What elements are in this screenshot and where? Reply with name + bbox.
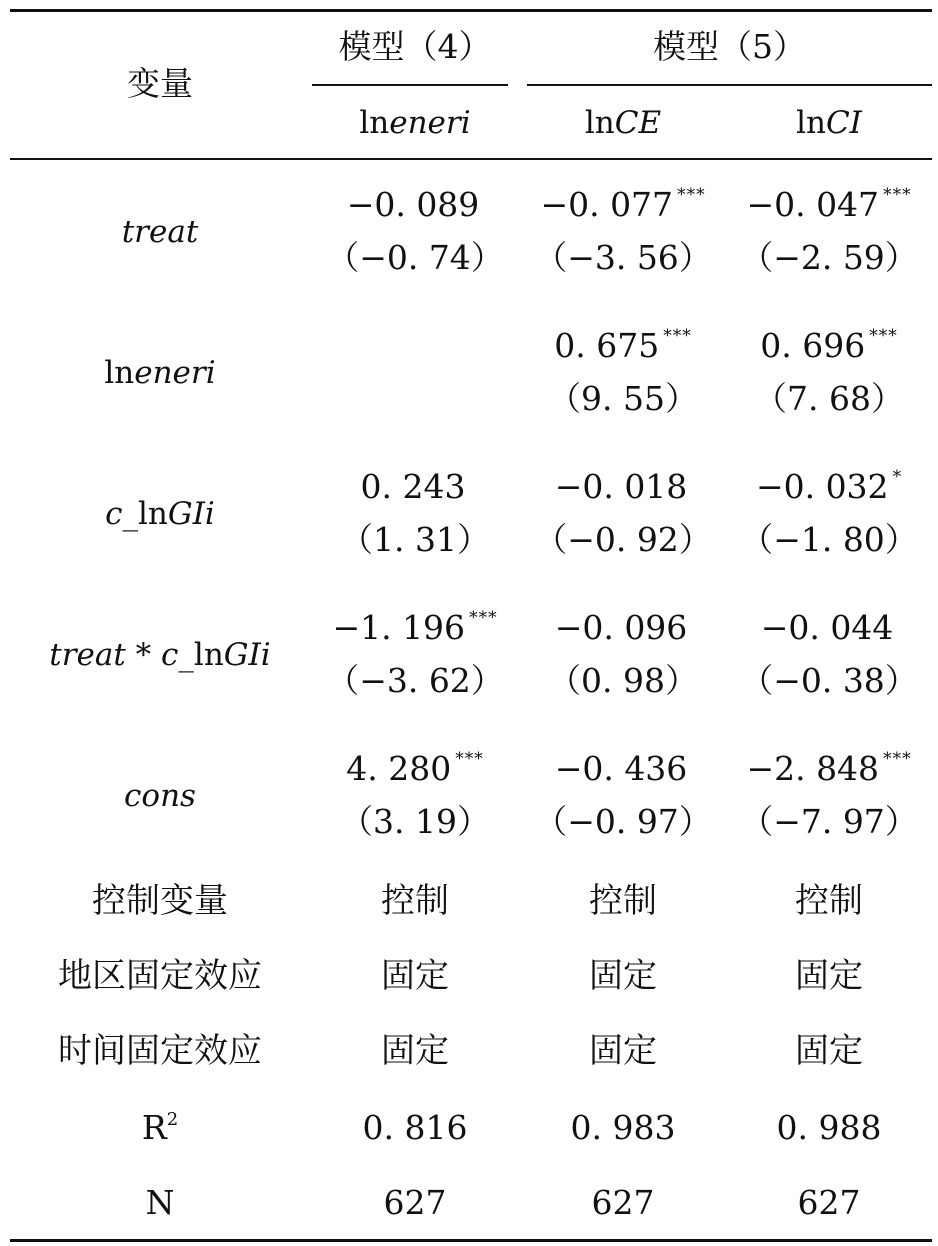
coef-cell — [315, 328, 515, 362]
coef-cell: −2. 848 *** — [746, 749, 912, 788]
tstat-cell: （−0. 38） — [740, 661, 918, 700]
row-label-cons: cons — [124, 778, 196, 814]
model4-underline — [312, 84, 508, 86]
tstat-cell: （7. 68） — [754, 379, 904, 418]
header-col1: lneneri — [359, 105, 471, 141]
header-model4: 模型（4） — [338, 27, 492, 66]
tstat-cell: （−2. 59） — [740, 238, 918, 277]
coef-cell: −0. 436 — [554, 749, 688, 788]
footer-value: 固定 — [381, 956, 449, 996]
coef-cell: −1. 196 *** — [332, 608, 498, 647]
coef-cell: −0. 096 — [554, 608, 688, 647]
tstat-cell: （1. 31） — [340, 520, 490, 559]
tstat-cell: （−0. 74） — [326, 238, 504, 277]
footer-value: 固定 — [795, 1031, 863, 1071]
tstat-cell: （−0. 92） — [534, 520, 712, 559]
top-rule — [10, 9, 932, 12]
row-label-treat: treat — [121, 214, 199, 250]
footer-label-n: N — [145, 1183, 175, 1222]
footer-value: 627 — [383, 1183, 447, 1222]
header-rule — [10, 158, 932, 160]
header-col3: lnCI — [796, 105, 862, 141]
coef-cell: −0. 089 — [346, 185, 480, 224]
coef-cell: 0. 243 — [360, 467, 466, 506]
coef-cell: 0. 696 *** — [760, 326, 898, 365]
footer-value: 627 — [797, 1183, 861, 1222]
row-label-interaction: treat * c_lnGIi — [49, 637, 271, 673]
footer-value: 0. 983 — [570, 1108, 676, 1147]
header-variable: 变量 — [127, 64, 193, 103]
footer-label-region-fe: 地区固定效应 — [58, 956, 262, 996]
footer-value: 控制 — [589, 881, 657, 921]
coef-cell: −0. 047 *** — [746, 185, 912, 224]
row-label-c-lngii: c_lnGIi — [105, 496, 215, 532]
coef-cell: −0. 044 — [760, 608, 894, 647]
footer-value: 627 — [591, 1183, 655, 1222]
tstat-cell: （−1. 80） — [740, 520, 918, 559]
tstat-cell: （3. 19） — [340, 802, 490, 841]
model5-underline — [527, 84, 932, 86]
footer-value: 固定 — [795, 956, 863, 996]
footer-label-time-fe: 时间固定效应 — [58, 1031, 262, 1071]
coef-cell: 0. 675 *** — [554, 326, 692, 365]
row-label-lneneri: lneneri — [104, 355, 216, 391]
tstat-cell: （−3. 62） — [326, 661, 504, 700]
footer-value: 固定 — [381, 1031, 449, 1071]
tstat-cell: （9. 55） — [548, 379, 698, 418]
footer-value: 固定 — [589, 956, 657, 996]
tstat-cell: （−7. 97） — [740, 802, 918, 841]
tstat-cell: （−3. 56） — [534, 238, 712, 277]
coef-cell: −0. 077 *** — [540, 185, 706, 224]
bottom-rule — [10, 1239, 932, 1242]
coef-cell: −0. 018 — [554, 467, 688, 506]
header-col2: lnCE — [584, 105, 662, 141]
footer-value: 固定 — [589, 1031, 657, 1071]
footer-value: 0. 988 — [776, 1108, 882, 1147]
tstat-cell: （0. 98） — [548, 661, 698, 700]
coef-cell: −0. 032 * — [755, 467, 903, 506]
footer-label-r2: $R^2$ — [141, 1108, 179, 1147]
coef-cell: 4. 280 *** — [346, 749, 484, 788]
tstat-cell: （−0. 97） — [534, 802, 712, 841]
header-model5: 模型（5） — [653, 27, 806, 66]
footer-label-controls: 控制变量 — [92, 881, 228, 921]
footer-value: 0. 816 — [362, 1108, 468, 1147]
footer-value: 控制 — [381, 881, 449, 921]
footer-value: 控制 — [795, 881, 863, 921]
